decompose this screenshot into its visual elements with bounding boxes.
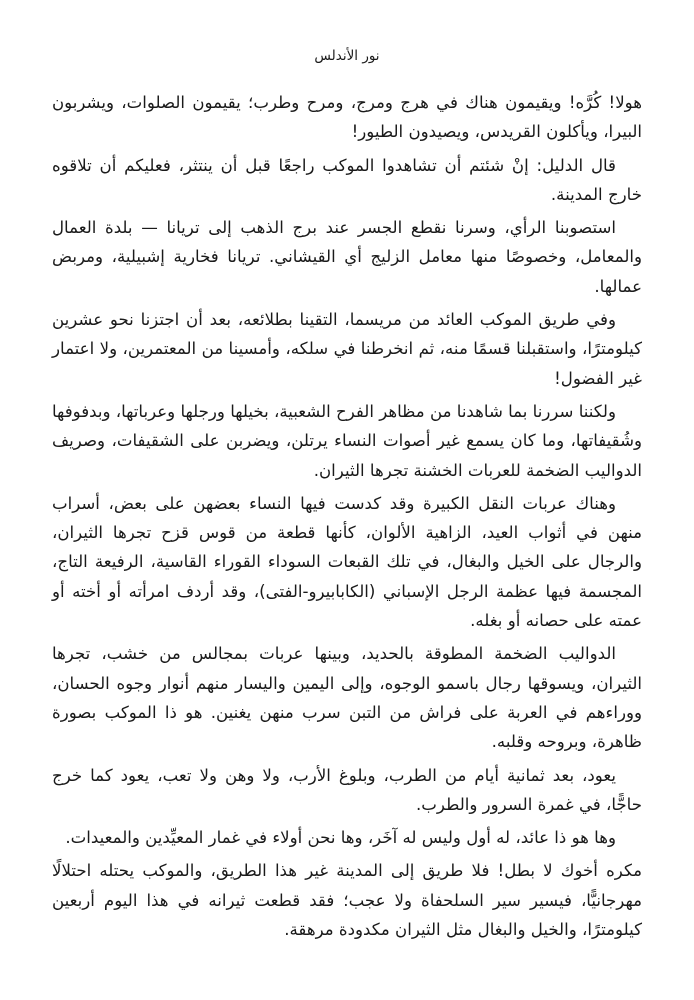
paragraph: ولكننا سررنا بما شاهدنا من مظاهر الفرح الشعبية، بخيلها ورجلها وعرباتها، وبدفوفها وشُقيفاتها، وما كان يسمع غير أصوات النساء يرتلن، ويضربن على الشقيفات، وصريف الدواليب الضخمة للعربات الخشنة تجرها الثيران.	[51, 401, 642, 480]
paragraph: وهناك عربات النقل الكبيرة وقد كدست فيها النساء بعضهن على بعض، أسراب منهن في أثواب العيد، الزاهية الألوان، كأنها قطعة من قوس قزح تجرها الثيران، والرجال على الخيل والبغال، في تلك القبعات السوداء القوراء القاسية، الرفيعة التاج، المجسمة فيها عظمة الرجل الإسباني (الكابابيرو-الفتى)، وقد أردف امرأته أو أخته أو عمته على حصانه أو بغله.	[52, 493, 642, 631]
paragraph: قال الدليل: إنْ شئتم أن تشاهدوا الموكب راجعًا قبل أن ينتثر، فعليكم أن تلاقوه خارج المدينة.	[52, 155, 642, 204]
paragraph: وفي طريق الموكب العائد من مريسما، التقينا بطلائعه، بعد أن اجتزنا نحو عشرين كيلومترًا، واستقبلنا قسمًا منه، ثم انخرطنا في سلكه، وأمسينا من المعتمرين، ولا اعتمار غير الفضول!	[52, 310, 642, 388]
paragraph: الدواليب الضخمة المطوقة بالحديد، وبينها عربات بمجالس من خشب، تجرها الثيران، ويسوقها رجال باسمو الوجوه، وإلى اليمين واليسار منهم أنوار وجوه الحسان، ووراءهم في العربة على فراش من التبن سرب منهن يغنين. هو ذا الموكب بصورة ظاهرة، وبروحه وقلبه.	[52, 644, 642, 752]
running-header: نور الأندلس	[314, 48, 380, 64]
paragraph: وها هو ذا عائد، له أول وليس له آخَر، وها نحن أولاء في غمار المعيِّدين والمعيدات.	[65, 828, 616, 848]
paragraph: مكره أخوك لا بطل! فلا طريق إلى المدينة غير هذا الطريق، والموكب يحتله احتلالًا مهرجانيًّا، فيسير سير السلحفاة ولا عجب؛ فقد قطعت ثيرانه في هذا اليوم أربعين كيلومترًا، والخيل والبغال مثل الثيران مكدودة مرهقة.	[52, 861, 642, 940]
paragraph: استصوبنا الرأي، وسرنا نقطع الجسر عند برج الذهب إلى تريانا — بلدة العمال والمعامل، وخصوصًا منها معامل الزليج أي القيشاني. تريانا فخارية إشبيلية، ومربض عمالها.	[52, 218, 642, 296]
page-body	[52, 88, 642, 944]
paragraph: يعود، بعد ثمانية أيام من الطرب، وبلوغ الأرب، ولا وهن ولا تعب، يعود كما خرج حاجًّا، في غمرة السرور والطرب.	[52, 765, 642, 814]
paragraph: هولا! كُرَّه! ويقيمون هناك في هرج ومرج، ومرح وطرب؛ يقيمون الصلوات، ويشربون البيرا، ويأكلون القريدس، ويصيدون الطيور!	[52, 93, 642, 142]
